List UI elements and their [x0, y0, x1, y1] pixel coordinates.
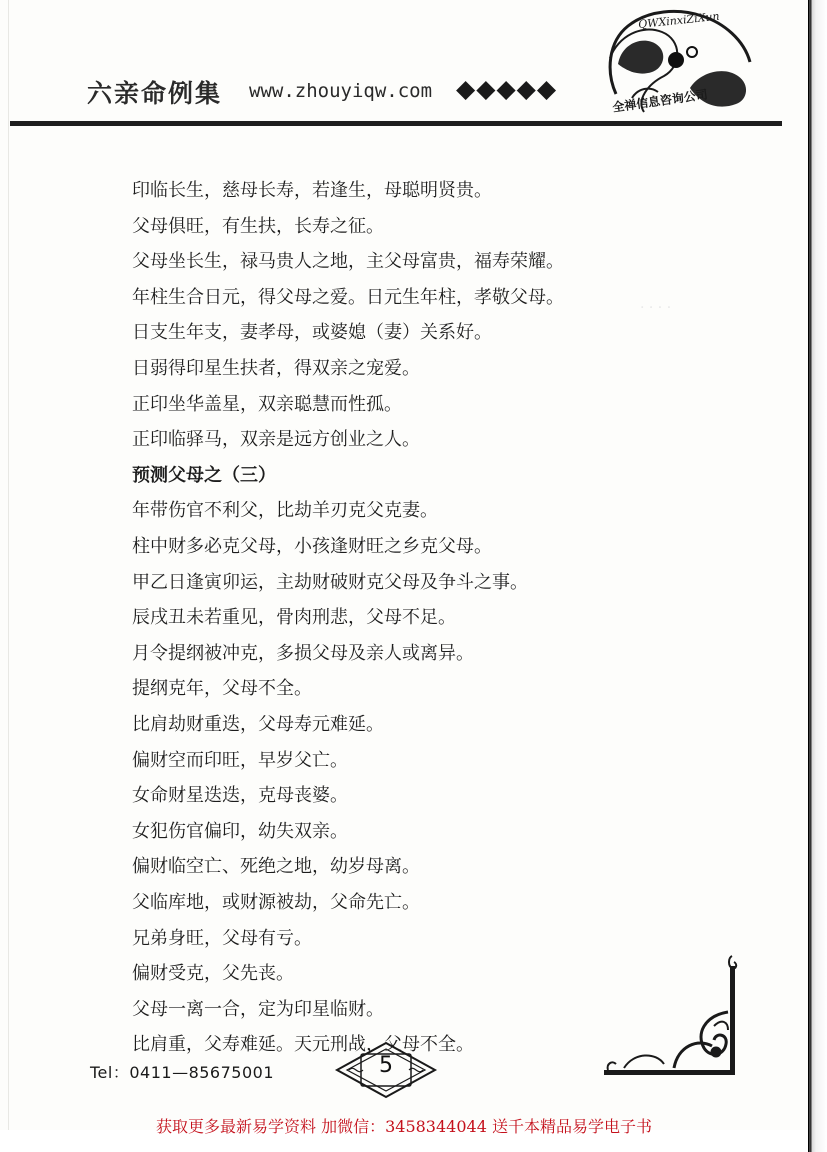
- text-line: 月令提纲被冲克，多损父母及亲人或离异。: [132, 642, 474, 664]
- text-line: 印临长生，慈母长寿，若逢生，母聪明贤贵。: [132, 180, 492, 201]
- show-through-mark: · · · ·: [640, 300, 672, 316]
- text-line: 偏财空而印旺，早岁父亡。: [132, 749, 348, 771]
- text-line: 父母一离一合，定为印星临财。: [132, 998, 384, 1020]
- text-line: 比肩劫财重迭，父母寿元难延。: [132, 714, 384, 735]
- text-line: 女犯伤官偏印，幼失双亲。: [132, 820, 348, 842]
- section-heading: 预测父母之（三）: [132, 464, 276, 486]
- text-line: 年柱生合日元，得父母之爱。日元生年柱，孝敬父母。: [132, 286, 564, 308]
- promo-footer: 获取更多最新易学资料 加微信：3458344044 送千本精品易学电子书: [156, 1117, 652, 1136]
- text-line: 柱中财多必克父母，小孩逢财旺之乡克父母。: [132, 536, 492, 557]
- text-line: 辰戌丑未若重见，骨肉刑悲，父母不足。: [132, 607, 456, 629]
- text-line: 正印临驿马，双亲是远方创业之人。: [132, 429, 420, 451]
- text-line: 父母俱旺，有生扶，长寿之征。: [132, 215, 384, 237]
- text-line: 偏财临空亡、死绝之地，幼岁母离。: [132, 856, 420, 878]
- text-line: 提纲克年，父母不全。: [132, 678, 312, 700]
- text-line: 比肩重，父寿难延。天元刑战，父母不全。: [132, 1034, 474, 1056]
- logo-company-name: 全禅信息咨询公司: [611, 87, 709, 115]
- text-line: 偏财受克，父先丧。: [132, 963, 294, 985]
- text-line: 女命财星迭迭，克母丧婆。: [132, 785, 348, 807]
- text-line: 父母坐长生，禄马贵人之地，主父母富贵，福寿荣耀。: [132, 251, 564, 273]
- website-url: www.zhouyiqw.com: [249, 80, 433, 102]
- text-line: 正印坐华盖星，双亲聪慧而性孤。: [132, 393, 402, 415]
- text-line: 年带伤官不利父，比劫羊刃克父克妻。: [132, 500, 438, 522]
- page-margin-line: [8, 0, 9, 1130]
- diamond-ornament: ◆◆◆◆◆: [456, 74, 558, 103]
- text-line: 甲乙日逢寅卯运，主劫财破财克父母及争斗之事。: [132, 571, 528, 593]
- text-line: 兄弟身旺，父母有亏。: [132, 927, 312, 949]
- header-rule: [10, 121, 782, 126]
- text-line: 父临库地，或财源被劫，父命先亡。: [132, 892, 420, 913]
- text-line: 日支生年支，妻孝母，或婆媳（妻）关系好。: [132, 322, 492, 344]
- corner-ornament-icon: [604, 952, 744, 1084]
- page-number: 5: [379, 1053, 393, 1078]
- telephone-number: Tel：0411—85675001: [90, 1063, 275, 1082]
- text-line: 日弱得印星生扶者，得双亲之宠爱。: [132, 358, 420, 379]
- logo-text-top: QWXinxiZiXun: [637, 9, 721, 32]
- page-header: [0, 0, 808, 130]
- page-edge: [808, 0, 827, 1152]
- book-title: 六亲命例集: [87, 79, 223, 108]
